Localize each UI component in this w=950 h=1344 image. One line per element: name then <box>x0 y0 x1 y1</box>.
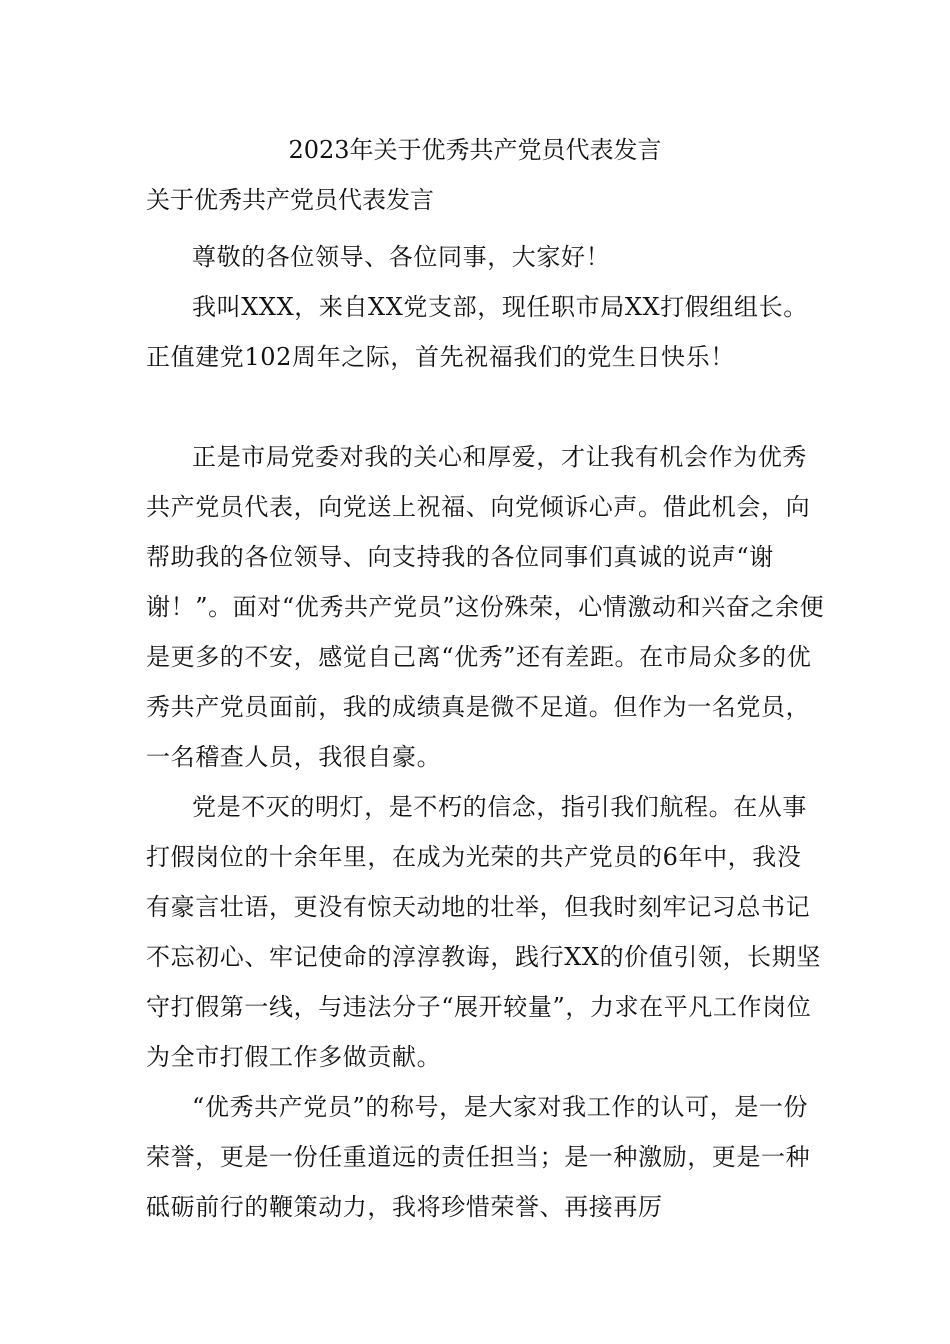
document-subtitle: 关于优秀共产党员代表发言 <box>146 186 434 214</box>
document-title: 2023年关于优秀共产党员代表发言 <box>288 136 662 164</box>
paragraph-party-work: 党是不灭的明灯，是不朽的信念，指引我们航程。在从事打假岗位的十余年里，在成为光荣的共产党员的6年中，我没有豪言壮语，更没有惊天动地的壮举，但我时刻牢记习总书记不忘初心、牢记使命的淳淳教诲，践行XX的价值引领，长期坚守打假第一线，与违法分子“展开较量”，力求在平凡工作岗位为全市打假工作多做贡献。 <box>146 793 821 1071</box>
document-body <box>146 232 826 1232</box>
paragraph-spacer <box>146 382 826 432</box>
paragraph-honor: “优秀共产党员”的称号，是大家对我工作的认可，是一份荣誉，更是一份任重道远的责任担当；是一种激励，更是一种砥砺前行的鞭策动力，我将珍惜荣誉、再接再厉 <box>146 1093 811 1221</box>
paragraph-gratitude: 正是市局党委对我的关心和厚爱，才让我有机会作为优秀共产党员代表，向党送上祝福、向党倾诉心声。借此机会，向帮助我的各位领导、向支持我的各位同事们真诚的说声“谢谢！”。面对“优秀共产党员”这份殊荣，心情激动和兴奋之余便是更多的不安，感觉自己离“优秀”还有差距。在市局众多的优秀共产党员面前，我的成绩真是微不足道。但作为一名党员，一名稽查人员，我很自豪。 <box>146 443 825 771</box>
paragraph-introduction: 我叫XXX，来自XX党支部，现任职市局XX打假组组长。正值建党102周年之际，首先祝福我们的党生日快乐！ <box>146 293 808 371</box>
paragraph-greeting: 尊敬的各位领导、各位同事，大家好！ <box>192 243 611 271</box>
